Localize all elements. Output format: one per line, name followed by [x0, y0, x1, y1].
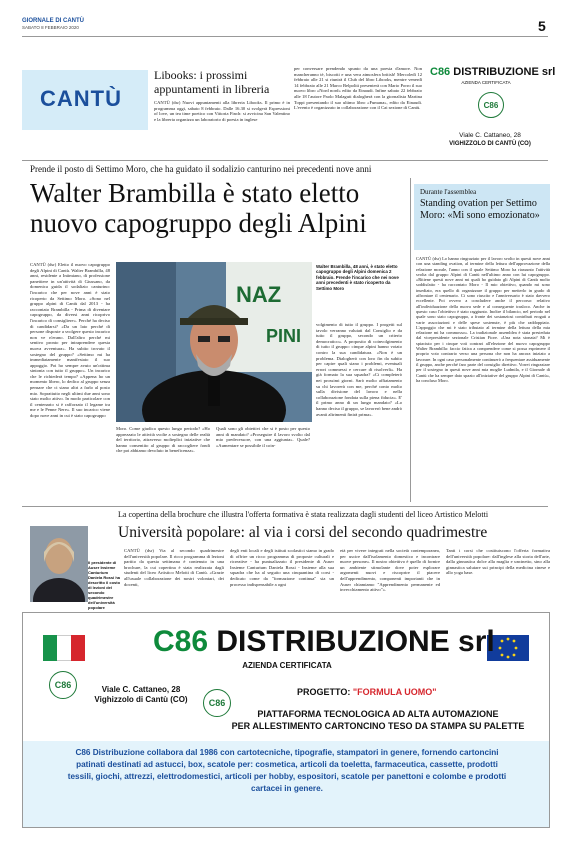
project-name: "FORMULA UOMO" — [352, 687, 437, 697]
page-number: 5 — [538, 18, 546, 34]
svg-text:NAZ: NAZ — [236, 282, 282, 307]
svg-text:PINI: PINI — [266, 326, 302, 346]
uni-col4: Tanti i corsi che costituiscono l'offerta formativa dell'università popolare: dall'inglese alla storia dell'arte, dalla ginnastica dolce alla maglia e uncinetto, sino alla ginnastica salutare sui principi della medicina cinese e allo yoga base. — [446, 548, 550, 576]
main-col4: volgimento di tutto il gruppo. I progetti sul tavolo verranno valutati dal Consiglio e da tutto il gruppo, secondo un criterio democratico». A proposito di coinvolgimento di tutto il gruppo: cinque alpini hanno votato contro la sua candidatura. «Non è un problema. Dialogherò con loro fin da subito per capire quali siano i problemi, eventuali errori commessi e cercare di risolverli». Ha già formato la sua squadra? «Ci completerò nei prossimi giorni. Sarò molto affiatamento su chi lavorerà con me, perché conto molto sulla divisione del lavoro e nella collaborazione fondata sulla piena fiducia». E' il primo anno di un lungo mandato? «Lo hanno deciso il gruppo, se lavorerò bene andrò avanti altrimenti finirà prima». — [316, 322, 402, 417]
big-ad-platform2: PER ALLESTIMENTO CARTONCINO TESO DA STAMPA SU PALETTE — [231, 721, 525, 731]
uni-col3: età per vivere integrati nella società contemporanea, per uscire dall'isolamento domestico e incontrare nuove persone». Il nostro obiettivo è quello di fornire un ambiente stimolante dove poter esplorare argomenti nuovi e riscoprire il piacere dell'apprendimento, componenti importanti che in Auser chiamiamo "Apprendimento permanente ed invecchiamento attivo"». — [340, 548, 440, 593]
uni-kicker: La copertina della brochure che illustra l'offerta formativa è stata realizzata dagli studenti del liceo Artistico Melotti — [118, 510, 489, 519]
main-headline — [30, 178, 420, 238]
big-ad-project — [297, 687, 437, 697]
project-label: PROGETTO: — [297, 687, 351, 697]
big-ad-certified: AZIENDA CERTIFICATA — [242, 661, 332, 670]
ad-address2: VIGHIZZOLO DI CANTÙ (CO) — [449, 141, 531, 147]
big-ad — [22, 612, 550, 828]
paper-name: GIORNALE DI CANTÙ — [22, 18, 84, 24]
libooks-title-line1: Libooks: i prossimi — [154, 68, 248, 82]
main-headline-line2: nuovo capogruppo degli Alpini — [30, 208, 367, 238]
uni-col1: CANTÙ (dsr) Via al secondo quadrimestre dell'università popolare. Il ricco programma di lezioni partito da questa settimana è contenuto in una brochure, la cui copertina è stata realizzata dagli studenti del liceo Artistico Melotti di Cantù. «Grazie all'usuale collaborazione dei nostri volontari, dei docenti, — [124, 548, 224, 587]
paper-date: SABATO 8 FEBBRAIO 2020 — [22, 25, 79, 30]
main-col2: Moro. Come giudica questo lungo periodo? «Ho apprezzato le attività svolte a sostegno delle realtà del territorio, attraverso molteplici iniziative che hanno consentito al gruppo di raccogliere fondi che poi abbiamo devoluto in beneficenza». — [116, 426, 210, 454]
alpini-photo-image — [116, 262, 312, 422]
side-headline: Standing ovation per Settimo Moro: «Mi sono emozionato» — [420, 198, 540, 221]
big-ad-desc: C86 Distribuzione collabora dal 1986 con cartotecniche, tipografie, stampatori in genere, fornendo cartoncini patinati destinati ad astucci, box, scatole per: cosmetica, articoli da toeletta, farmaceutica, cassette, prodotti tessili, giochi, attrezzi, elettrodomestici, articoli per hobby, espositori, scatole per panettoni e colombe e prodotti cartacei in genere. — [67, 748, 507, 793]
ad-address1: Viale C. Cattaneo, 28 — [459, 132, 521, 139]
main-headline-line1: Walter Brambilla è stato eletto — [30, 178, 360, 208]
section-title: CANTÙ — [40, 86, 122, 111]
libooks-col1: CANTÙ (dsr) Nuovi appuntamenti alla libreria Libooks. Il primo è in programma oggi, sabato 8 febbraio. Dalle 16.30 si svolgerà Espressioni of love, un tea time poetico con Vittoria Finch: si avvicina San Valentino e la libreria organizza un laboratorio di poesia in inglese — [154, 100, 290, 122]
big-ad-brand — [153, 625, 495, 659]
main-col1: CANTÙ (dsr) Eletto il nuovo capogruppo degli Alpini di Cantù. Walter Brambilla, 48 anni, residente a Intimiano, di professione panettiere in un'attività di Giussano, da domenica guida il sodalizio canturino: l'incarico che per nove anni è stato ricoperto da Settimo Moro. «Sono nel gruppo alpini di Cantù dal 2013 - ha raccontato Brambilla - Prima di diventare capogruppo, da diversi anni ricoprivo l'incarico di consigliere». Perché ha deciso di candidarsi? «Da un lato perché di persone disposte a svolgere questo incarico non ve n'erano. Dall'altro perché mi sentivo pronto per intraprendere questa nuova avventura». Ha subito trovato il sostegno del gruppo? «Settimo mi ha immediatamente manifestato il suo appoggio. Poi ho sempre avuto un'ottima sintonia con tutto il gruppo». Un incarico che le richiederà tempo? «Appena ho un momento libero, lo dedico al gruppo senza pensare che ci siano altri a farlo al posto mio. Soprattutto negli ultimi due anni sono stato molto attivo. In modo particolare con il centenario si è rafforzato il legame tra me e le Penne Nere». Il suo incarico viene dopo nove anni in cui è stato capogruppo — [30, 262, 110, 419]
big-ad-address2: Vighizzolo di Cantù (CO) — [94, 695, 188, 704]
side-rule — [410, 178, 411, 502]
uni-col2: degli enti locali e degli istituti scolastici siamo in grado di offrire un ricco programma di proposte culturali e ricreative - ha puntualizzato il presidente di Auser Insieme Canturium Daniela Rossi - Insieme alla sua squadra che ha al seguito una cinquantina di corsi - dedicato come da "formazione continua" sia un processo indispensabile a ogni — [230, 548, 334, 587]
small-ad — [430, 66, 556, 166]
libooks-col2: per conversare prendendo spunto da una poesia d'amore. Non mancheranno tè, biscotti e una vera atmosfera british! Mercoledì 12 febbraio alle 21 si riunirà il Club del libro Libooks, mentre venerdì 14 febbraio alle 21 Marco Belpoliti presenterà con Mario Porro il suo nuovo libro «Nord nord» edito da Einaudi. Infine sabato 22 febbraio alle 18 l'autore Paolo Malaguti dialogherà con la giornalista Martina Toppi presentando il suo ultimo libro «Fumana», edito da Einaudi. L'evento è organizzato in collaborazione con il Cai sezione di Cantù. — [294, 66, 422, 111]
ad-emblem-icon: C86 — [478, 92, 504, 118]
big-ad-address1: Viale C. Cattaneo, 28 — [101, 685, 181, 694]
side-body: CANTÙ (dsr) Lo hanno ringraziato per il lavoro svolto in questi nove anni con una standing ovation, al termine della lettura dell'approvazione della relazione morale, l'anno con il quale Settimo Moro ha riassunto l'attività svolta dal gruppo Alpini di Cantù nell'ultimo anno con lui capogruppo. «Ritiene questi nove anni mi quali ho guidato gli Alpini di Cantù molto soddisfatto - ha raccontato Moro - Il mio obiettivo, quando mi sono insediato, era quello di organizzare il gruppo per metterlo in grado di affrontare il centenario. Ci sono riuscito e l'anniversario è stato davvero eccellente. Poi ovvero a concludere anche il percorso: relativo all'individuazione della nuova sede e al conseguente trasloco. Anche in questo caso l'obiettivo è stato raggiunto. Inoltre il bilancio, nel periodo nel quale sono stato capogruppo, a fronte dei sostanziosi contributi erogati a varie associazioni e delle spese sostenute, è più che raddoppiato. L'appoggio che mi è stato tributato al termine della lettura della mia relazione mi ha commosso». La tradizionale assemblea è stata presieduta dal vicepresidente sezionale Cristian Fiore. «Una nota stonata? Mi è spiaciuto per i cinque voti contrari all'elezione del nuovo capogruppo Walter Brambilla: faccio fatica a comprendere come si possa esprimere il proprio voto contrario verso una persona che non ha ancora iniziato a lavorare. In ogni caso personalmente continuerò a frequentare assiduamente il gruppo, anche perché faro parte del consiglio direttivo. Vorrei ringraziare per il sostegno in questi nove anni mia moglie Ludmila, e il Giornale di Cantù che ha sempre dato spazio all'iniziative del gruppo Alpini di Cantù», ha concluso Moro. — [416, 256, 550, 383]
big-ad-brand-c86: C86 — [153, 625, 209, 658]
main-col3: Quali sono gli obiettivi che si è posto per questo anni di mandato? «Proseguire il lavoro svolto dal mio predecessore, con una aggiunta». Quale? «Aumentare se possibile il coin- — [216, 426, 310, 448]
big-ad-platform1: PIATTAFORMA TECNOLOGICA AD ALTA AUTOMAZIONE — [257, 709, 499, 719]
uni-headline: Università popolare: al via i corsi del secondo quadrimestre — [118, 524, 488, 541]
ad-brand-rest: DISTRIBUZIONE srl — [453, 66, 556, 78]
big-ad-emblem-icon: C86 — [49, 671, 77, 699]
photo-caption: Walter Brambilla, 48 anni, è stato eletto capogruppo degli Alpini domenica 2 febbraio. Prende l'incarico che nei nove anni precedenti è stato ricoperto da Settimo Moro — [316, 264, 399, 291]
ad-certified: AZIENDA CERTIFICATA — [461, 80, 511, 85]
uni-photo-image — [30, 526, 88, 602]
side-kicker: Durante l'assemblea — [420, 188, 477, 196]
big-ad-emblem2-icon: C86 — [203, 689, 231, 717]
italy-flag-icon — [43, 635, 85, 661]
uni-caption: Il presidente di Auser Insieme Canturium Daniela Rossi ha descritto il costo di lezioni del secondo quadrimestre dell'università popolare — [88, 560, 121, 610]
main-kicker: Prende il posto di Settimo Moro, che ha guidato il sodalizio canturino nei precedenti nove anni — [30, 164, 372, 174]
ad-brand-c86: C86 — [430, 66, 451, 78]
big-ad-brand-rest: DISTRIBUZIONE srl — [216, 625, 495, 658]
uni-photo — [30, 526, 88, 602]
alpini-photo — [116, 262, 312, 422]
libooks-title — [154, 68, 294, 96]
libooks-title-line2: appuntamenti in libreria — [154, 82, 270, 96]
